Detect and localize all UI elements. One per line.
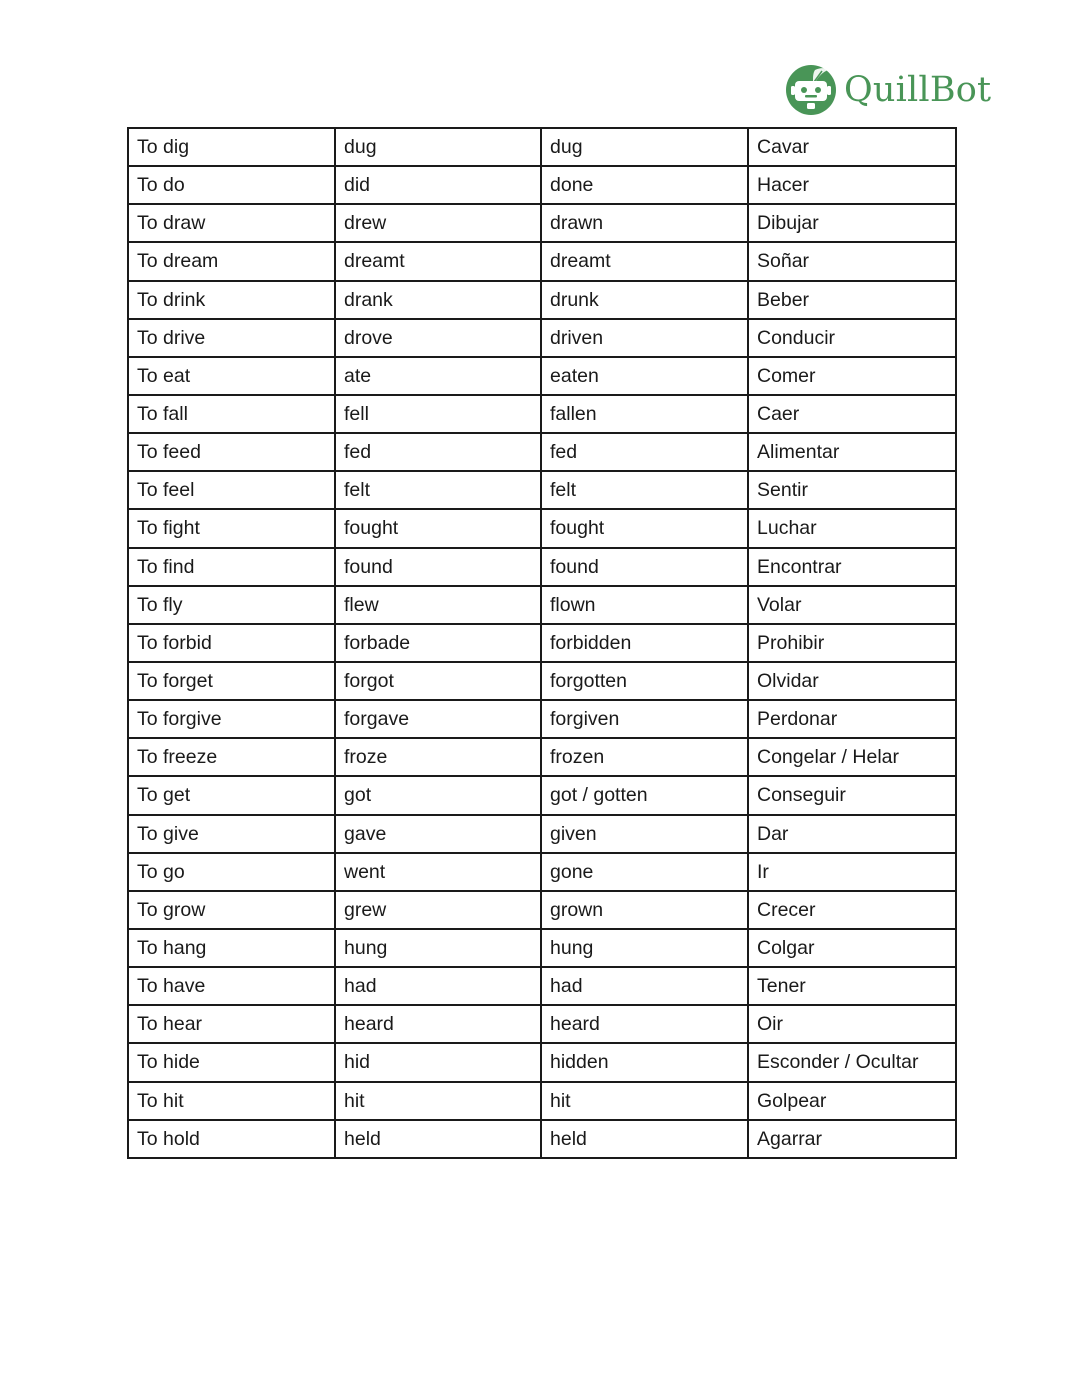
past-participle-cell: done xyxy=(541,166,748,204)
past-simple-cell: forgot xyxy=(335,662,541,700)
spanish-translation-cell: Hacer xyxy=(748,166,956,204)
infinitive-cell: To hold xyxy=(128,1120,335,1158)
past-participle-cell: fallen xyxy=(541,395,748,433)
infinitive-cell: To hang xyxy=(128,929,335,967)
table-row xyxy=(128,433,956,471)
infinitive-cell: To feed xyxy=(128,433,335,471)
table-row xyxy=(128,776,956,814)
infinitive-cell: To get xyxy=(128,776,335,814)
past-simple-cell: dreamt xyxy=(335,242,541,280)
past-simple-cell: fought xyxy=(335,509,541,547)
quillbot-wordmark: QuillBot xyxy=(844,70,992,110)
past-participle-cell: found xyxy=(541,548,748,586)
table-row xyxy=(128,738,956,776)
table-row xyxy=(128,662,956,700)
spanish-translation-cell: Beber xyxy=(748,281,956,319)
table-row xyxy=(128,395,956,433)
spanish-translation-cell: Congelar / Helar xyxy=(748,738,956,776)
past-participle-cell: felt xyxy=(541,471,748,509)
infinitive-cell: To feel xyxy=(128,471,335,509)
past-simple-cell: ate xyxy=(335,357,541,395)
infinitive-cell: To freeze xyxy=(128,738,335,776)
table-row xyxy=(128,1120,956,1158)
spanish-translation-cell: Tener xyxy=(748,967,956,1005)
past-participle-cell: driven xyxy=(541,319,748,357)
past-simple-cell: flew xyxy=(335,586,541,624)
infinitive-cell: To fall xyxy=(128,395,335,433)
infinitive-cell: To draw xyxy=(128,204,335,242)
infinitive-cell: To drink xyxy=(128,281,335,319)
spanish-translation-cell: Olvidar xyxy=(748,662,956,700)
past-participle-cell: held xyxy=(541,1120,748,1158)
past-participle-cell: forgiven xyxy=(541,700,748,738)
table-row xyxy=(128,891,956,929)
infinitive-cell: To forgive xyxy=(128,700,335,738)
table-row xyxy=(128,1043,956,1081)
past-participle-cell: forgotten xyxy=(541,662,748,700)
spanish-translation-cell: Soñar xyxy=(748,242,956,280)
infinitive-cell: To hear xyxy=(128,1005,335,1043)
past-simple-cell: drove xyxy=(335,319,541,357)
table-row xyxy=(128,204,956,242)
spanish-translation-cell: Dibujar xyxy=(748,204,956,242)
infinitive-cell: To drive xyxy=(128,319,335,357)
past-participle-cell: dug xyxy=(541,128,748,166)
past-participle-cell: flown xyxy=(541,586,748,624)
spanish-translation-cell: Colgar xyxy=(748,929,956,967)
spanish-translation-cell: Oir xyxy=(748,1005,956,1043)
table-row xyxy=(128,967,956,1005)
table-row xyxy=(128,815,956,853)
table-row xyxy=(128,166,956,204)
past-simple-cell: gave xyxy=(335,815,541,853)
past-simple-cell: fed xyxy=(335,433,541,471)
past-simple-cell: dug xyxy=(335,128,541,166)
past-participle-cell: grown xyxy=(541,891,748,929)
spanish-translation-cell: Dar xyxy=(748,815,956,853)
spanish-translation-cell: Conseguir xyxy=(748,776,956,814)
quillbot-logo xyxy=(785,64,991,116)
infinitive-cell: To find xyxy=(128,548,335,586)
table-row xyxy=(128,624,956,662)
spanish-translation-cell: Ir xyxy=(748,853,956,891)
past-simple-cell: did xyxy=(335,166,541,204)
past-simple-cell: forgave xyxy=(335,700,541,738)
past-participle-cell: drawn xyxy=(541,204,748,242)
infinitive-cell: To dig xyxy=(128,128,335,166)
irregular-verbs-table xyxy=(127,127,957,1159)
spanish-translation-cell: Perdonar xyxy=(748,700,956,738)
spanish-translation-cell: Golpear xyxy=(748,1082,956,1120)
spanish-translation-cell: Luchar xyxy=(748,509,956,547)
verbs-table-body xyxy=(128,128,956,1158)
past-participle-cell: hit xyxy=(541,1082,748,1120)
infinitive-cell: To fight xyxy=(128,509,335,547)
past-participle-cell: fed xyxy=(541,433,748,471)
past-participle-cell: heard xyxy=(541,1005,748,1043)
past-simple-cell: hit xyxy=(335,1082,541,1120)
past-participle-cell: gone xyxy=(541,853,748,891)
infinitive-cell: To forget xyxy=(128,662,335,700)
past-simple-cell: grew xyxy=(335,891,541,929)
infinitive-cell: To fly xyxy=(128,586,335,624)
spanish-translation-cell: Volar xyxy=(748,586,956,624)
past-simple-cell: felt xyxy=(335,471,541,509)
spanish-translation-cell: Esconder / Ocultar xyxy=(748,1043,956,1081)
spanish-translation-cell: Agarrar xyxy=(748,1120,956,1158)
spanish-translation-cell: Cavar xyxy=(748,128,956,166)
spanish-translation-cell: Sentir xyxy=(748,471,956,509)
table-row xyxy=(128,471,956,509)
past-simple-cell: fell xyxy=(335,395,541,433)
table-row xyxy=(128,242,956,280)
infinitive-cell: To give xyxy=(128,815,335,853)
table-row xyxy=(128,357,956,395)
past-simple-cell: heard xyxy=(335,1005,541,1043)
table-row xyxy=(128,700,956,738)
past-participle-cell: eaten xyxy=(541,357,748,395)
past-simple-cell: had xyxy=(335,967,541,1005)
spanish-translation-cell: Prohibir xyxy=(748,624,956,662)
infinitive-cell: To dream xyxy=(128,242,335,280)
spanish-translation-cell: Crecer xyxy=(748,891,956,929)
past-participle-cell: dreamt xyxy=(541,242,748,280)
table-row xyxy=(128,586,956,624)
infinitive-cell: To grow xyxy=(128,891,335,929)
spanish-translation-cell: Caer xyxy=(748,395,956,433)
table-row xyxy=(128,1082,956,1120)
table-row xyxy=(128,281,956,319)
past-simple-cell: forbade xyxy=(335,624,541,662)
spanish-translation-cell: Alimentar xyxy=(748,433,956,471)
table-row xyxy=(128,929,956,967)
past-participle-cell: frozen xyxy=(541,738,748,776)
table-row xyxy=(128,128,956,166)
infinitive-cell: To have xyxy=(128,967,335,1005)
past-participle-cell: hidden xyxy=(541,1043,748,1081)
past-simple-cell: hid xyxy=(335,1043,541,1081)
past-participle-cell: forbidden xyxy=(541,624,748,662)
infinitive-cell: To eat xyxy=(128,357,335,395)
infinitive-cell: To go xyxy=(128,853,335,891)
past-simple-cell: went xyxy=(335,853,541,891)
spanish-translation-cell: Encontrar xyxy=(748,548,956,586)
past-simple-cell: froze xyxy=(335,738,541,776)
past-participle-cell: fought xyxy=(541,509,748,547)
quillbot-robot-icon xyxy=(785,64,837,116)
past-simple-cell: held xyxy=(335,1120,541,1158)
infinitive-cell: To hit xyxy=(128,1082,335,1120)
past-simple-cell: found xyxy=(335,548,541,586)
past-participle-cell: got / gotten xyxy=(541,776,748,814)
spanish-translation-cell: Conducir xyxy=(748,319,956,357)
past-simple-cell: hung xyxy=(335,929,541,967)
table-row xyxy=(128,548,956,586)
table-row xyxy=(128,1005,956,1043)
past-participle-cell: hung xyxy=(541,929,748,967)
table-row xyxy=(128,319,956,357)
spanish-translation-cell: Comer xyxy=(748,357,956,395)
past-participle-cell: had xyxy=(541,967,748,1005)
table-row xyxy=(128,853,956,891)
past-simple-cell: drew xyxy=(335,204,541,242)
infinitive-cell: To do xyxy=(128,166,335,204)
past-simple-cell: got xyxy=(335,776,541,814)
past-simple-cell: drank xyxy=(335,281,541,319)
past-participle-cell: given xyxy=(541,815,748,853)
table-row xyxy=(128,509,956,547)
past-participle-cell: drunk xyxy=(541,281,748,319)
infinitive-cell: To hide xyxy=(128,1043,335,1081)
infinitive-cell: To forbid xyxy=(128,624,335,662)
